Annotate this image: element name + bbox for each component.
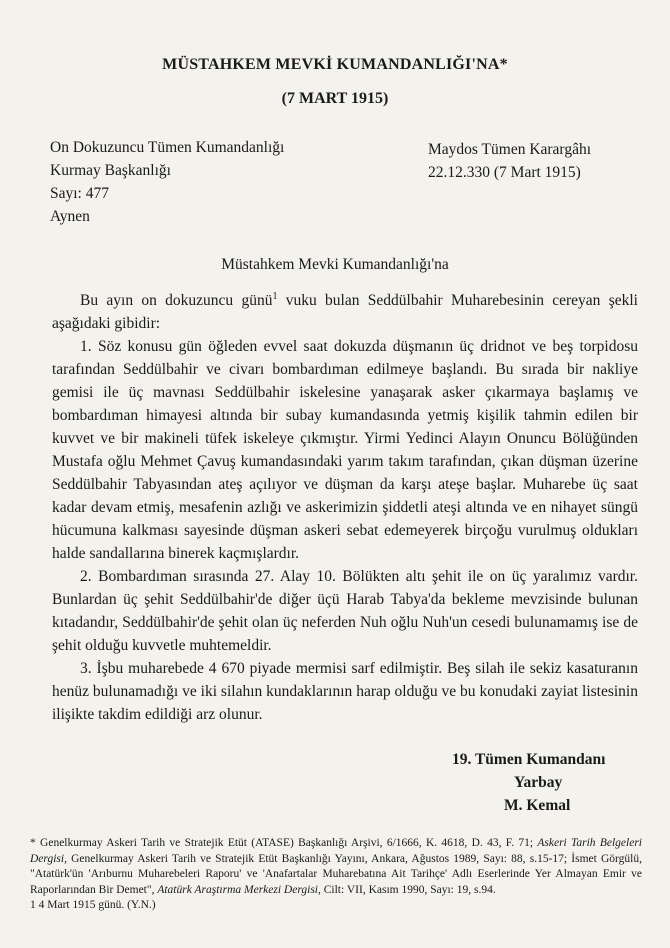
letter-body — [52, 289, 638, 726]
location-header — [428, 138, 591, 184]
sender-line: Aynen — [50, 208, 90, 225]
sender-line: Sayı: 477 — [50, 185, 109, 202]
signature-name: M. Kemal — [504, 797, 571, 814]
footnote-italic: Askeri Tarih Belgeleri Dergisi — [30, 837, 642, 865]
footnote-ref: 1 — [272, 290, 278, 302]
footnote-text: , Genelkurmay Askeri Tarih ve Stratejik Etüt Başkanlığı Yayını, Ankara, Ağustos 1989, Sayı: 88, s.15-17; İsmet Görgülü, "Atatürk'ün 'Arıburnu Muharebeleri Raporu' ve 'Anafartalar Muharebatına Ait Tarihçe' Adlı Eserlerinde Yer Almayan Emir ve Raporlarından Bir Demet", — [30, 852, 642, 896]
intro-paragraph — [52, 289, 638, 335]
paragraph-2: 2. Bombardıman sırasında 27. Alay 10. Bölükten altı şehit ile on üç yaralımız vardır. Bunlardan üç şehit Seddülbahir'de diğer üçü Harab Tabya'da bekleme mevzisinde bulunan kıtadandır, Seddülbahir'de şehit olan üç neferden Nuh oğlu Nuh'un cesedi bulunamamış ise de şehit olduğu kuvvetle muhtemeldir. — [52, 568, 638, 654]
sender-header — [50, 136, 284, 228]
document-date: (7 MART 1915) — [281, 90, 389, 107]
document-title: MÜSTAHKEM MEVKİ KUMANDANLIĞI'NA* — [162, 56, 508, 73]
footnote-text: * Genelkurmay Askeri Tarih ve Stratejik Etüt (ATASE) Başkanlığı Arşivi, 6/1666, K. 4618, D. 43, F. 71; — [30, 837, 538, 849]
footnote-text: , Cilt: VII, Kasım 1990, Sayı: 19, s.94. — [318, 883, 496, 896]
location-line: Maydos Tümen Karargâhı — [428, 141, 591, 158]
paragraph-3: 3. İşbu muharebede 4 670 piyade mermisi sarf edilmiştir. Beş silah ile sekiz kasaturanın henüz bulunamadığı ve iki silahın kundaklarının harap olduğu ve bu konudaki zayiat listesinin ilişikte takdim edildiği arz olunur. — [52, 660, 638, 723]
sender-line: Kurmay Başkanlığı — [50, 162, 171, 179]
signature-rank: Yarbay — [514, 774, 563, 791]
footnotes — [30, 836, 642, 914]
signature-block — [452, 748, 605, 817]
salutation: Müstahkem Mevki Kumandanlığı'na — [221, 256, 449, 273]
sender-line: On Dokuzuncu Tümen Kumandanlığı — [50, 139, 285, 156]
footnote-source — [30, 836, 642, 898]
footnote-italic: Atatürk Araştırma Merkezi Dergisi — [157, 883, 318, 896]
footnote-1: 1 4 Mart 1915 günü. (Y.N.) — [30, 899, 156, 911]
signature-unit: 19. Tümen Kumandanı — [452, 751, 606, 768]
intro-text: Bu ayın on dokuzuncu günü — [80, 292, 273, 309]
intro-text: vuku bulan Seddülbahir Muharebesinin cereyan şekli aşağıdaki gibidir: — [52, 292, 638, 332]
paragraph-1: 1. Söz konusu gün öğleden evvel saat dokuzda düşmanın üç dridnot ve beş torpidosu tarafından Seddülbahir ve civarı bombardıman edilmeye başlandı. Bu sırada bir nakliye gemisi ile üç mavnası Seddülbahir iskelesine yanaşarak asker çıkarmaya başlamış ve bombardıman himayesi altında bir subay kumandasında yetmiş kişilik tahmin edilen bir kuvvet ve bir makineli tüfek iskeleye çıkmıştır. Yirmi Yedinci Alayın Onuncu Bölüğünden Mustafa oğlu Mehmet Çavuş kumandasındaki yarım takım tarafından, çıkan düşman üzerine Seddülbahir Tabyasından ateş açılıyor ve düşman da karşı ateşe başlar. Muharebe üç saat kadar devam etmiş, mesafenin azlığı ve askerimizin şiddetli ateşi altında ve en nihayet süngü hücumuna kalkması sayesinde düşman askeri sebat edemeyerek birçoğu vurulmuş oldukları halde sandallarına binerek kaçmışlardır. — [52, 338, 638, 562]
location-line: 22.12.330 (7 Mart 1915) — [428, 164, 581, 181]
